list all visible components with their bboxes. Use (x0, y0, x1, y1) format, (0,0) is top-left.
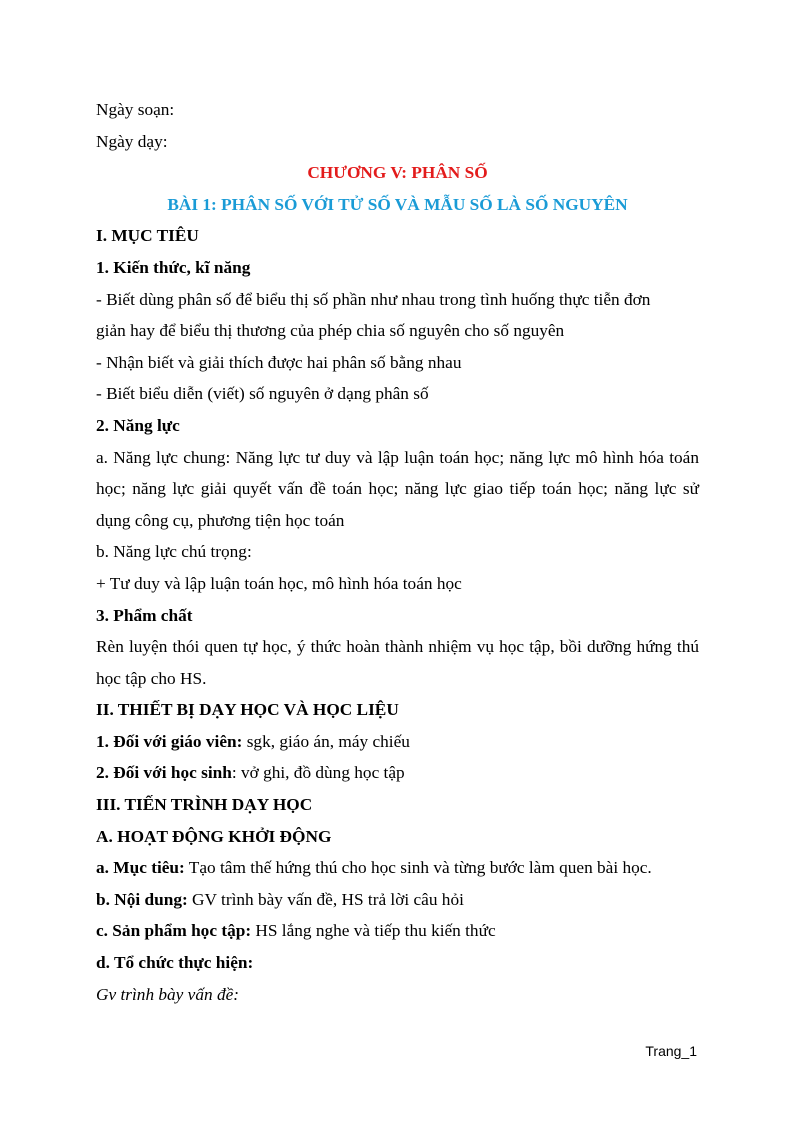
lesson-title: BÀI 1: PHÂN SỐ VỚI TỬ SỐ VÀ MẪU SỐ LÀ SỐ NGUYÊN (167, 194, 628, 214)
organization-heading: d. Tổ chức thực hiện: (96, 953, 254, 973)
competence-general: a. Năng lực chung: Năng lực tư duy và lập luận toán học; năng lực mô hình hóa toán học; năng lực giải quyết vấn đề toán học; năng lực giao tiếp toán học; năng lực sử dụng công cụ, phương tiện học toán (96, 447, 699, 530)
knowledge-line1a: - Biết dùng phân số để biểu thị số phần như nhau trong tình huống thực tiễn đơn (96, 289, 651, 309)
knowledge-line1b: giản hay để biểu thị thương của phép chia số nguyên cho số nguyên (96, 321, 565, 341)
quality-text: Rèn luyện thói quen tự học, ý thức hoàn thành nhiệm vụ học tập, bồi dưỡng hứng thú học tập cho HS. (96, 637, 699, 688)
chapter-title: CHƯƠNG V: PHÂN SỐ (307, 163, 488, 183)
goal-text: Tạo tâm thế hứng thú cho học sinh và từng bước làm quen bài học. (184, 858, 652, 878)
teacher-text: sgk, giáo án, máy chiếu (242, 731, 410, 751)
content-line (96, 884, 699, 916)
competence-heading: 2. Năng lực (96, 415, 180, 435)
student-label: 2. Đối với học sinh (96, 763, 232, 783)
section3-heading: III. TIẾN TRÌNH DẠY HỌC (96, 795, 313, 815)
product-line (96, 915, 699, 947)
content-text: GV trình bày vấn đề, HS trả lời câu hỏi (187, 889, 464, 909)
quality-heading: 3. Phẩm chất (96, 605, 193, 625)
knowledge-heading: 1. Kiến thức, kĩ năng (96, 257, 251, 277)
content-label: b. Nội dung: (96, 889, 188, 909)
competence-specific-item: + Tư duy và lập luận toán học, mô hình hóa toán học (96, 573, 462, 593)
teacher-equipment (96, 726, 699, 758)
teach-date: Ngày dạy: (96, 131, 168, 151)
page-number: Trang_1 (645, 1043, 697, 1059)
product-text: HS lắng nghe và tiếp thu kiến thức (251, 921, 496, 941)
product-label: c. Sản phẩm học tập: (96, 921, 252, 941)
section1-heading: I. MỤC TIÊU (96, 226, 199, 246)
activity-heading: A. HOẠT ĐỘNG KHỞI ĐỘNG (96, 826, 332, 846)
goal-label: a. Mục tiêu: (96, 858, 185, 878)
document-page (96, 94, 699, 1010)
intro-text: Gv trình bày vấn đề: (96, 984, 240, 1004)
knowledge-line2: - Nhận biết và giải thích được hai phân số bằng nhau (96, 352, 462, 372)
knowledge-line3: - Biết biểu diễn (viết) số nguyên ở dạng phân số (96, 384, 429, 404)
goal-line (96, 852, 699, 884)
student-equipment (96, 757, 699, 789)
student-text: : vở ghi, đồ dùng học tập (231, 763, 405, 783)
prep-date: Ngày soạn: (96, 100, 175, 119)
teacher-label: 1. Đối với giáo viên: (96, 731, 243, 751)
section2-heading: II. THIẾT BỊ DẠY HỌC VÀ HỌC LIỆU (96, 700, 399, 720)
competence-specific-heading: b. Năng lực chú trọng: (96, 542, 252, 562)
